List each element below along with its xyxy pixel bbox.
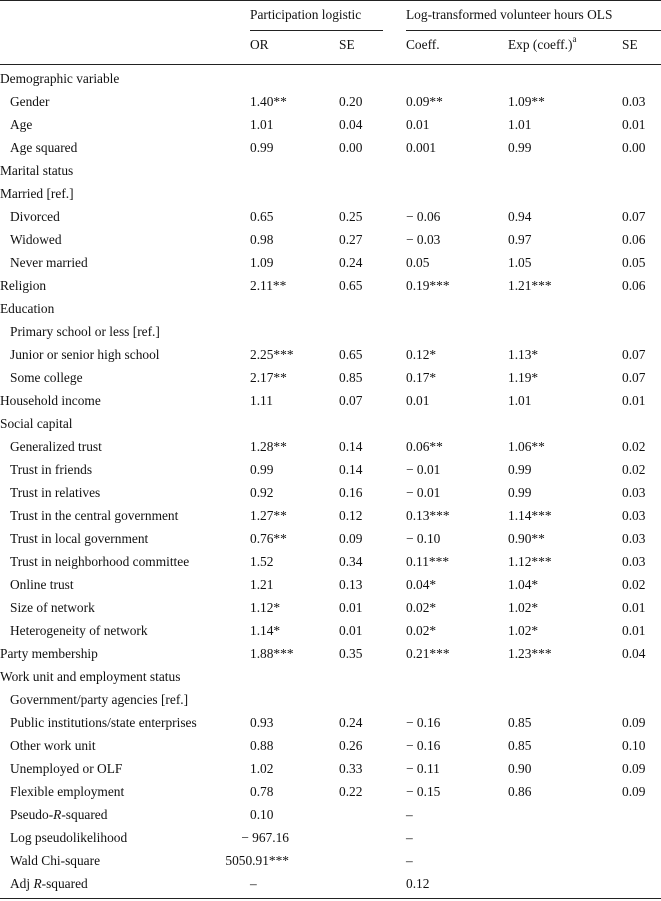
cell-coeff: 0.02* [406,600,437,615]
cell-se-logistic: 0.22 [339,784,363,799]
cell-se-ols: 0.01 [622,600,646,615]
cell-exp-coeff: 0.90 [508,761,532,776]
cell-se-ols: 0.03 [622,508,646,523]
row-label-text: Pseudo- [10,807,54,822]
cell-se-logistic: 0.24 [339,255,363,270]
row-label [10,872,88,895]
cell-se-logistic: 0.14 [339,462,363,477]
row-label-text: Trust in local government [10,531,149,546]
cell-se-ols: 0.03 [622,485,646,500]
table-row [0,343,661,366]
cell-exp-coeff: 0.85 [508,738,532,753]
table-row [0,803,661,826]
table-row [0,90,661,113]
cell-exp-coeff: 1.04* [508,577,539,592]
cell-se-logistic: 0.65 [339,278,363,293]
cell-exp-coeff: 0.94 [508,209,532,224]
cell-se-ols: 0.07 [622,209,646,224]
row-label-text: Junior or senior high school [10,347,160,362]
row-label [0,412,73,435]
row-label-text: Married [ref.] [0,186,74,201]
cell-exp-coeff: 0.99 [508,462,532,477]
cell-coeff: 0.06** [406,439,443,454]
table-row [0,872,661,895]
table-body [0,67,661,895]
row-label-text: Primary school or less [ref.] [10,324,160,339]
row-label [10,757,122,780]
cell-coeff: 0.05 [406,255,430,270]
cell-se-logistic: 0.34 [339,554,363,569]
cell-coeff: − 0.10 [406,531,441,546]
cell-se-logistic: 0.13 [339,577,363,592]
header-exp-coeff: Exp (coeff.)$^a$ [508,34,577,52]
cell-coeff: 0.04* [406,577,437,592]
table-row [0,757,661,780]
row-label-text: Never married [10,255,88,270]
row-label-text: Age squared [10,140,78,155]
cell-or: 1.01 [250,117,274,132]
cell-or: 1.12* [250,600,281,615]
cell-or: 1.14* [250,623,281,638]
cell-exp-coeff: 0.90** [508,531,545,546]
row-label [10,228,62,251]
cell-se-logistic: 0.65 [339,347,363,362]
cell-se-ols: 0.07 [622,347,646,362]
row-label-text: Party membership [0,646,98,661]
cell-se-ols: 0.09 [622,761,646,776]
row-label-tail: -squared [41,876,88,891]
cell-se-ols: 0.03 [622,554,646,569]
cell-or: 0.98 [250,232,274,247]
cell-exp-coeff: 1.19* [508,370,539,385]
row-label-text: Government/party agencies [ref.] [10,692,189,707]
cell-or: 0.93 [250,715,274,730]
cell-coeff: – [406,807,413,822]
row-label [10,251,88,274]
footnote-marker: a [572,34,577,44]
row-label-text: Log pseudolikelihood [10,830,128,845]
row-label-text: Unemployed or OLF [10,761,123,776]
table-row [0,619,661,642]
row-label-text: Heterogeneity of network [10,623,148,638]
cell-se-ols: 0.07 [622,370,646,385]
cell-coeff: – [406,830,413,845]
table-row [0,458,661,481]
table-row [0,136,661,159]
cell-exp-coeff: 1.02* [508,600,539,615]
cell-coeff: − 0.16 [406,738,441,753]
row-label-text: Public institutions/state enterprises [10,715,197,730]
row-label-text: Online trust [10,577,74,592]
cell-exp-coeff: 0.99 [508,485,532,500]
row-label-text: Wald Chi-square [10,853,101,868]
header-se-logistic: SE [339,37,355,52]
cell-or: 1.09 [250,255,274,270]
cell-coeff: − 0.11 [406,761,440,776]
cell-se-logistic: 0.20 [339,94,363,109]
table-row [0,182,661,205]
table-row [0,320,661,343]
cell-exp-coeff: 1.02* [508,623,539,638]
row-label [10,205,60,228]
cell-se-logistic: 0.12 [339,508,363,523]
row-label [10,343,160,366]
cell-exp-coeff: 1.23*** [508,646,552,661]
row-label [10,596,95,619]
cell-or: 1.28** [250,439,287,454]
cell-se-logistic: 0.33 [339,761,363,776]
cell-or: 1.21 [250,577,274,592]
cell-se-ols: 0.03 [622,94,646,109]
table-row [0,688,661,711]
table-row [0,780,661,803]
table-row [0,665,661,688]
row-label [0,159,73,182]
row-label-tail: -squared [61,807,108,822]
cell-coeff: 0.12* [406,347,437,362]
row-label [10,780,124,803]
row-label [10,826,127,849]
cell-se-logistic: 0.85 [339,370,363,385]
cell-exp-coeff: 0.99 [508,140,532,155]
row-label [0,274,46,297]
table-row [0,596,661,619]
cell-exp-coeff: 1.12*** [508,554,552,569]
row-label-italic: R [33,876,42,891]
row-label [10,481,100,504]
cell-se-logistic: 0.09 [339,531,363,546]
cell-or: 2.17** [250,370,287,385]
row-label [0,389,101,412]
cell-coeff: − 0.15 [406,784,441,799]
row-label-text: Trust in relatives [10,485,101,500]
table-row [0,849,661,872]
table-row [0,205,661,228]
cell-coeff: 0.19*** [406,278,450,293]
row-label-text: Size of network [10,600,95,615]
cell-or: – [250,876,257,891]
cell-se-ols: 0.02 [622,462,646,477]
header-participation-logistic: Participation logistic [250,7,362,22]
row-label [10,734,96,757]
cell-se-logistic: 0.16 [339,485,363,500]
cell-or: 0.92 [250,485,274,500]
cell-se-ols: 0.06 [622,278,646,293]
table-row [0,159,661,182]
row-label-text: Trust in friends [10,462,93,477]
cell-se-ols: 0.01 [622,117,646,132]
cell-se-ols: 0.09 [622,784,646,799]
cell-coeff: − 0.06 [406,209,441,224]
row-label [10,435,102,458]
table-row [0,734,661,757]
cell-se-logistic: 0.35 [339,646,363,661]
row-label [10,573,74,596]
cell-se-logistic: 0.14 [339,439,363,454]
cell-se-ols: 0.02 [622,577,646,592]
cell-or: 0.78 [250,784,274,799]
row-label-text: Work unit and employment status [0,669,181,684]
cell-coeff: 0.01 [406,117,430,132]
cell-se-logistic: 0.24 [339,715,363,730]
table-row [0,389,661,412]
cell-coeff: − 0.01 [406,462,441,477]
cell-se-logistic: 0.07 [339,393,363,408]
row-label [0,642,98,665]
row-label-text: Generalized trust [10,439,102,454]
cell-coeff: 0.11*** [406,554,450,569]
row-label-text: Trust in neighborhood committee [10,554,190,569]
row-label [10,320,160,343]
cell-exp-coeff: 1.01 [508,393,532,408]
cell-se-ols: 0.01 [622,623,646,638]
cell-exp-coeff: 1.13* [508,347,539,362]
cell-or: 0.10 [250,807,274,822]
cell-se-ols: 0.06 [622,232,646,247]
row-label-text: Widowed [10,232,62,247]
cell-or: 2.11** [250,278,287,293]
cell-coeff: 0.09** [406,94,443,109]
row-label [10,113,32,136]
cell-se-logistic: 0.04 [339,117,363,132]
table-row [0,527,661,550]
table-row [0,573,661,596]
cell-exp-coeff: 0.86 [508,784,532,799]
cell-or: 0.88 [250,738,274,753]
cell-se-ols: 0.02 [622,439,646,454]
table-row [0,251,661,274]
row-label [10,550,189,573]
row-label [10,366,83,389]
cell-exp-coeff: 1.09** [508,94,545,109]
cell-coeff: 0.17* [406,370,437,385]
group-rule-logistic [250,30,383,31]
cell-or: − 967.16 [241,830,289,845]
cell-se-logistic: 0.01 [339,623,363,638]
cell-exp-coeff: 1.21*** [508,278,552,293]
row-label [10,849,100,872]
table-row [0,435,661,458]
header-or: OR [250,37,269,52]
table-row [0,366,661,389]
cell-coeff: 0.12 [406,876,430,891]
cell-or: 1.52 [250,554,274,569]
cell-coeff: 0.001 [406,140,437,155]
row-label [10,527,148,550]
header-se-ols: SE [622,37,638,52]
table-row [0,113,661,136]
cell-or: 1.11 [250,393,273,408]
cell-coeff: – [406,853,413,868]
cell-se-ols: 0.01 [622,393,646,408]
cell-se-ols: 0.09 [622,715,646,730]
row-label-text: Religion [0,278,47,293]
table-row [0,826,661,849]
group-rule-ols [406,30,661,31]
row-label-text: Other work unit [10,738,96,753]
cell-or: 1.88*** [250,646,294,661]
cell-coeff: − 0.03 [406,232,441,247]
cell-or: 1.02 [250,761,274,776]
row-label-text: Education [0,301,55,316]
row-label [0,297,54,320]
cell-or: 0.76** [250,531,287,546]
row-label [10,619,148,642]
table-row [0,412,661,435]
cell-exp-coeff: 1.01 [508,117,532,132]
cell-coeff: − 0.01 [406,485,441,500]
cell-exp-coeff: 0.97 [508,232,532,247]
table-row [0,481,661,504]
table-row [0,67,661,90]
cell-or: 0.99 [250,140,274,155]
row-label-text: Flexible employment [10,784,125,799]
table-row [0,711,661,734]
row-label-italic: R [53,807,62,822]
row-label [10,458,92,481]
row-label [10,803,107,826]
top-rule [0,0,661,1]
header-rule [0,64,661,65]
row-label [0,665,180,688]
header-coeff: Coeff. [406,37,440,52]
table-row [0,550,661,573]
row-label-text: Age [10,117,33,132]
cell-se-logistic: 0.01 [339,600,363,615]
row-label [0,182,74,205]
cell-exp-coeff: 1.06** [508,439,545,454]
table-row [0,504,661,527]
cell-exp-coeff: 1.14*** [508,508,552,523]
row-label [10,688,188,711]
cell-coeff: − 0.16 [406,715,441,730]
row-label [10,90,49,113]
row-label-text: Trust in the central government [10,508,179,523]
cell-or: 0.65 [250,209,274,224]
cell-coeff: 0.02* [406,623,437,638]
cell-or: 0.99 [250,462,274,477]
cell-or: 1.27** [250,508,287,523]
row-label [10,711,197,734]
cell-coeff: 0.21*** [406,646,450,661]
cell-se-logistic: 0.25 [339,209,363,224]
cell-se-ols: 0.04 [622,646,646,661]
table-row [0,228,661,251]
row-label-text: Some college [10,370,83,385]
cell-or: 5050.91*** [225,853,289,868]
bottom-rule [0,898,661,899]
row-label [10,136,77,159]
row-label-text: Social capital [0,416,73,431]
header-volunteer-hours-ols: Log-transformed volunteer hours OLS [406,7,613,22]
cell-se-ols: 0.03 [622,531,646,546]
table-row [0,274,661,297]
cell-or: 1.40** [250,94,287,109]
row-label-text: Gender [10,94,50,109]
row-label-text: Adj [10,876,34,891]
cell-exp-coeff: 0.85 [508,715,532,730]
cell-se-logistic: 0.00 [339,140,363,155]
row-label-text: Demographic variable [0,71,120,86]
cell-coeff: 0.01 [406,393,430,408]
row-label [10,504,178,527]
cell-coeff: 0.13*** [406,508,450,523]
table-row [0,642,661,665]
cell-se-logistic: 0.27 [339,232,363,247]
cell-exp-coeff: 1.05 [508,255,532,270]
cell-se-ols: 0.05 [622,255,646,270]
cell-se-ols: 0.10 [622,738,646,753]
cell-se-ols: 0.00 [622,140,646,155]
row-label-text: Divorced [10,209,60,224]
cell-or: 2.25*** [250,347,294,362]
row-label [0,67,119,90]
cell-se-logistic: 0.26 [339,738,363,753]
table-row [0,297,661,320]
row-label-text: Marital status [0,163,74,178]
row-label-text: Household income [0,393,101,408]
